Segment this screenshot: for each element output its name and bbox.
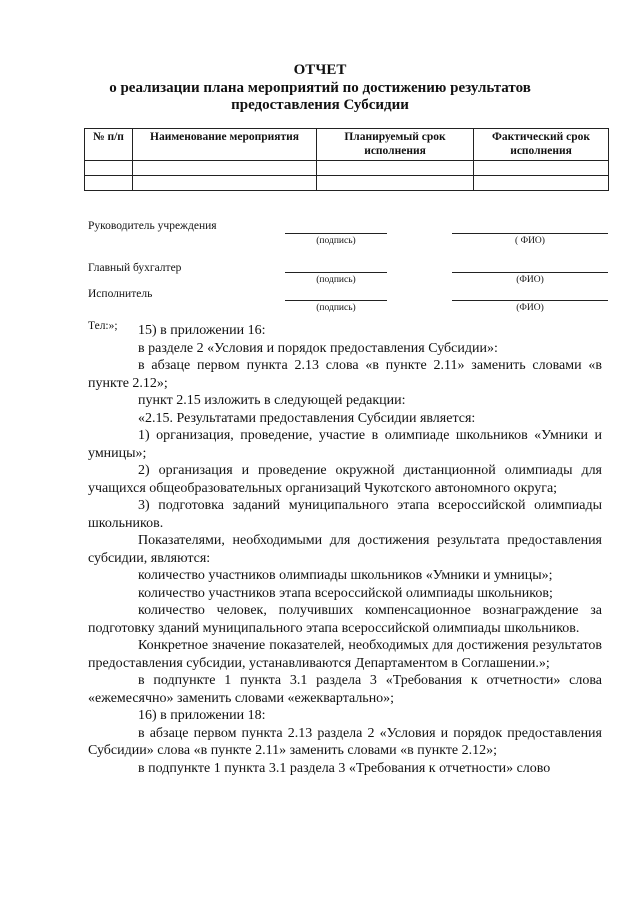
executor-label: Исполнитель xyxy=(88,288,153,300)
head-fio-line xyxy=(452,233,608,234)
col-header-number: № п/п xyxy=(85,129,133,161)
head-of-institution-label: Руководитель учреждения xyxy=(88,220,217,232)
executor-fio-line xyxy=(452,300,608,301)
chief-accountant-label: Главный бухгалтер xyxy=(88,262,182,274)
table-cell xyxy=(133,161,317,176)
head-fio-caption: ( ФИО) xyxy=(515,236,545,246)
table-cell xyxy=(85,176,133,191)
paragraph: 3) подготовка заданий муниципального этапа всероссийской олимпиады школьников. xyxy=(88,498,602,531)
paragraph: количество человек, получивших компенсационное вознаграждение за подготовку зданий муниципального этапа всероссийской олимпиады школьников. xyxy=(88,603,602,636)
phone-label: Тел:»; xyxy=(88,320,118,332)
table-cell xyxy=(317,176,474,191)
paragraph: 16) в приложении 18: xyxy=(138,708,266,723)
report-table xyxy=(84,128,609,191)
paragraph: Показателями, необходимыми для достижения результата предоставления субсидии, являются: xyxy=(88,533,602,566)
report-subtitle-line1: о реализации плана мероприятий по достижению результатов xyxy=(109,80,531,96)
report-subtitle-line2: предоставления Субсидии xyxy=(231,97,409,113)
paragraph: «2.15. Результатами предоставления Субсидии является: xyxy=(138,410,476,426)
paragraph: в подпункте 1 пункта 3.1 раздела 3 «Требования к отчетности» слова «ежемесячно» заменить словами «ежеквартально»; xyxy=(88,673,602,706)
accountant-signature-caption: (подпись) xyxy=(316,275,356,285)
table-header-row xyxy=(85,129,609,161)
body-text xyxy=(88,322,602,777)
table-row xyxy=(85,161,609,176)
paragraph: пункт 2.15 изложить в следующей редакции: xyxy=(138,393,406,408)
table-cell xyxy=(317,161,474,176)
col-header-event-name: Наименование мероприятия xyxy=(133,129,317,161)
paragraph: Конкретное значение показателей, необходимых для достижения результатов предоставления субсидии, устанавливаются Департаментом в Соглашении.»; xyxy=(88,638,602,671)
executor-signature-caption: (подпись) xyxy=(316,303,356,313)
col-header-planned-date: Планируемый срок исполнения xyxy=(317,129,474,161)
paragraph: 2) организация и проведение окружной дистанционной олимпиады для учащихся общеобразовательных организаций Чукотского автономного округа; xyxy=(88,463,602,496)
executor-signature-line xyxy=(285,300,387,301)
accountant-signature-line xyxy=(285,272,387,273)
paragraph: в абзаце первом пункта 2.13 раздела 2 «Условия и порядок предоставления Субсидии» слова «в пункте 2.11» заменить словами «в пункте 2.12»; xyxy=(88,725,602,758)
executor-fio-caption: (ФИО) xyxy=(516,303,544,313)
col-header-actual-date: Фактический срок исполнения xyxy=(474,129,609,161)
paragraph: количество участников олимпиады школьников «Умники и умницы»; xyxy=(138,568,553,583)
table-row xyxy=(85,176,609,191)
paragraph: в разделе 2 «Условия и порядок предоставления Субсидии»: xyxy=(138,340,498,356)
paragraph: 1) организация, проведение, участие в олимпиаде школьников «Умники и умницы»; xyxy=(88,428,602,461)
accountant-fio-line xyxy=(452,272,608,273)
paragraph: количество участников этапа всероссийской олимпиады школьников; xyxy=(138,585,553,601)
paragraph: в абзаце первом пункта 2.13 слова «в пункте 2.11» заменить словами «в пункте 2.12»; xyxy=(88,358,602,391)
report-title: ОТЧЕТ xyxy=(293,62,347,78)
table-cell xyxy=(133,176,317,191)
table-cell xyxy=(474,176,609,191)
paragraph: в подпункте 1 пункта 3.1 раздела 3 «Требования к отчетности» слово xyxy=(138,760,551,776)
table-cell xyxy=(474,161,609,176)
paragraph: 15) в приложении 16: xyxy=(138,323,266,338)
accountant-fio-caption: (ФИО) xyxy=(516,275,544,285)
table-cell xyxy=(85,161,133,176)
head-signature-line xyxy=(285,233,387,234)
head-signature-caption: (подпись) xyxy=(316,236,356,246)
